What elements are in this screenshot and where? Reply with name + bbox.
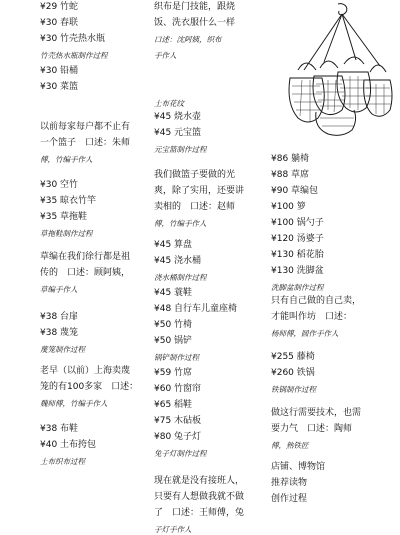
col3-line-14: 铁锅制作过程 [271, 385, 316, 394]
col2-line-15: ¥45 蓑鞋 [154, 288, 193, 298]
col2-line-17: ¥50 竹椅 [154, 320, 193, 330]
col3-line-8: 洗脚盆制作过程 [271, 283, 324, 292]
col2-line-7: 元宝篮制作过程 [154, 145, 207, 154]
col1-line-1: ¥30 春联 [40, 18, 79, 28]
col3-line-9: 只有自己做的自己卖， [271, 296, 362, 306]
col2-line-24: ¥80 兔子灯 [154, 432, 202, 442]
col2-line-9: 爽，除了实用，还要讲 [154, 186, 245, 196]
col3-line-10: 才能叫作坊 口述： [271, 312, 353, 322]
col1-line-10: ¥35 晾衣竹竿 [40, 196, 97, 206]
col2-line-0: 织布是门技能，跟烧 [154, 2, 236, 12]
col2-line-22: ¥65 稻鞋 [154, 400, 193, 410]
col2-line-25: 兔子灯制作过程 [154, 449, 207, 458]
col1-line-22: ¥38 布鞋 [40, 424, 79, 434]
col1-line-21: 魏师傅，竹编手作人 [40, 399, 108, 408]
col1-line-18: 蔑笼制作过程 [40, 345, 85, 354]
col3-line-4: ¥100 锅勺子 [271, 218, 324, 228]
col1-line-24: 土布织布过程 [40, 457, 85, 466]
col2-line-11: 傅，竹编手作人 [154, 219, 207, 228]
col1-line-11: ¥35 草拖鞋 [40, 212, 88, 222]
col3-line-17: 傅，熟铁匠 [271, 441, 309, 450]
col2-line-19: 锅铲制作过程 [154, 353, 199, 362]
col3-line-2: ¥90 草编包 [271, 186, 319, 196]
col2-line-5: ¥45 烧水壶 [154, 112, 202, 122]
col3-line-11: 杨师傅，圆作手作人 [271, 329, 339, 338]
col2-line-12: ¥45 算盘 [154, 240, 193, 250]
col1-line-2: ¥30 竹壳热水瓶 [40, 34, 106, 44]
col3-line-6: ¥130 稻花胎 [271, 250, 324, 260]
col1-line-0: ¥29 竹蛇 [40, 2, 79, 12]
col3-line-5: ¥120 汤婆子 [271, 234, 324, 244]
col2-line-29: 子灯手作人 [154, 525, 192, 534]
col2-line-8: 我们做篮子要做的光 [154, 170, 236, 180]
col3-line-20: 创作过程 [271, 494, 308, 504]
col1-line-12: 草拖鞋制作过程 [40, 229, 93, 238]
col3-line-18: 店铺、博物馆 [271, 462, 326, 472]
col2-line-3: 手作人 [154, 51, 177, 60]
col1-line-8: 傅，竹编手作人 [40, 155, 93, 164]
col1-line-19: 老早（以前）上海卖蔑 [40, 366, 131, 376]
col1-line-5: ¥30 菜篮 [40, 82, 79, 92]
col1-line-15: 草编手作人 [40, 285, 78, 294]
col1-line-9: ¥30 空竹 [40, 180, 79, 190]
col1-line-3: 竹壳热水瓶制作过程 [40, 51, 108, 60]
col2-line-16: ¥48 自行车儿童座椅 [154, 304, 238, 314]
col2-line-26: 现在就是没有接班人， [154, 476, 245, 486]
col3-line-19: 推荐读物 [271, 478, 308, 488]
col1-line-14: 传的 口述：顾阿姨， [40, 268, 131, 278]
col3-line-12: ¥255 藤椅 [271, 352, 315, 362]
col2-line-2: 口述：沈阿姨，织布 [154, 35, 222, 44]
col2-line-6: ¥45 元宝篮 [154, 128, 202, 138]
col2-line-1: 饭、洗衣服什么一样 [154, 18, 236, 28]
col3-line-13: ¥260 铁锅 [271, 368, 315, 378]
col1-line-16: ¥38 台扉 [40, 312, 79, 322]
col2-line-21: ¥60 竹窗帘 [154, 384, 202, 394]
col2-line-20: ¥59 竹席 [154, 368, 193, 378]
col2-line-10: 卖相的 口述：赵师 [154, 202, 236, 212]
col3-line-7: ¥130 洗脚盆 [271, 266, 324, 276]
col1-line-20: 笼的有100多家 口述： [40, 382, 139, 392]
col3-line-0: ¥86 躺椅 [271, 154, 310, 164]
col1-line-6: 以前每家每户都不止有 [40, 122, 131, 132]
col2-line-14: 浇水桶制作过程 [154, 273, 207, 282]
col2-line-23: ¥75 木砧板 [154, 416, 202, 426]
col1-line-17: ¥38 蔑笼 [40, 328, 79, 338]
col1-line-7: 一个篮子 口述：朱师 [40, 138, 131, 148]
col3-line-1: ¥88 草席 [271, 170, 310, 180]
col3-line-16: 要力气 口述：陶师 [271, 424, 353, 434]
col3-line-3: ¥100 箩 [271, 202, 306, 212]
col3-line-15: 做这行需要技术，也需 [271, 408, 362, 418]
col1-line-4: ¥30 铅桶 [40, 66, 79, 76]
col2-line-18: ¥50 锅铲 [154, 336, 193, 346]
col1-line-23: ¥40 土布挎包 [40, 440, 97, 450]
col2-line-28: 了 口述：王师傅，兔 [154, 508, 245, 518]
col1-line-13: 草编在我们徐行都是祖 [40, 252, 131, 262]
col2-line-13: ¥45 浇水桶 [154, 256, 202, 266]
col2-line-27: 只要有人想做我就不做 [154, 492, 245, 502]
hanging-baskets-illustration [276, 0, 394, 140]
col2-line-4: 土布花纹 [154, 99, 184, 108]
